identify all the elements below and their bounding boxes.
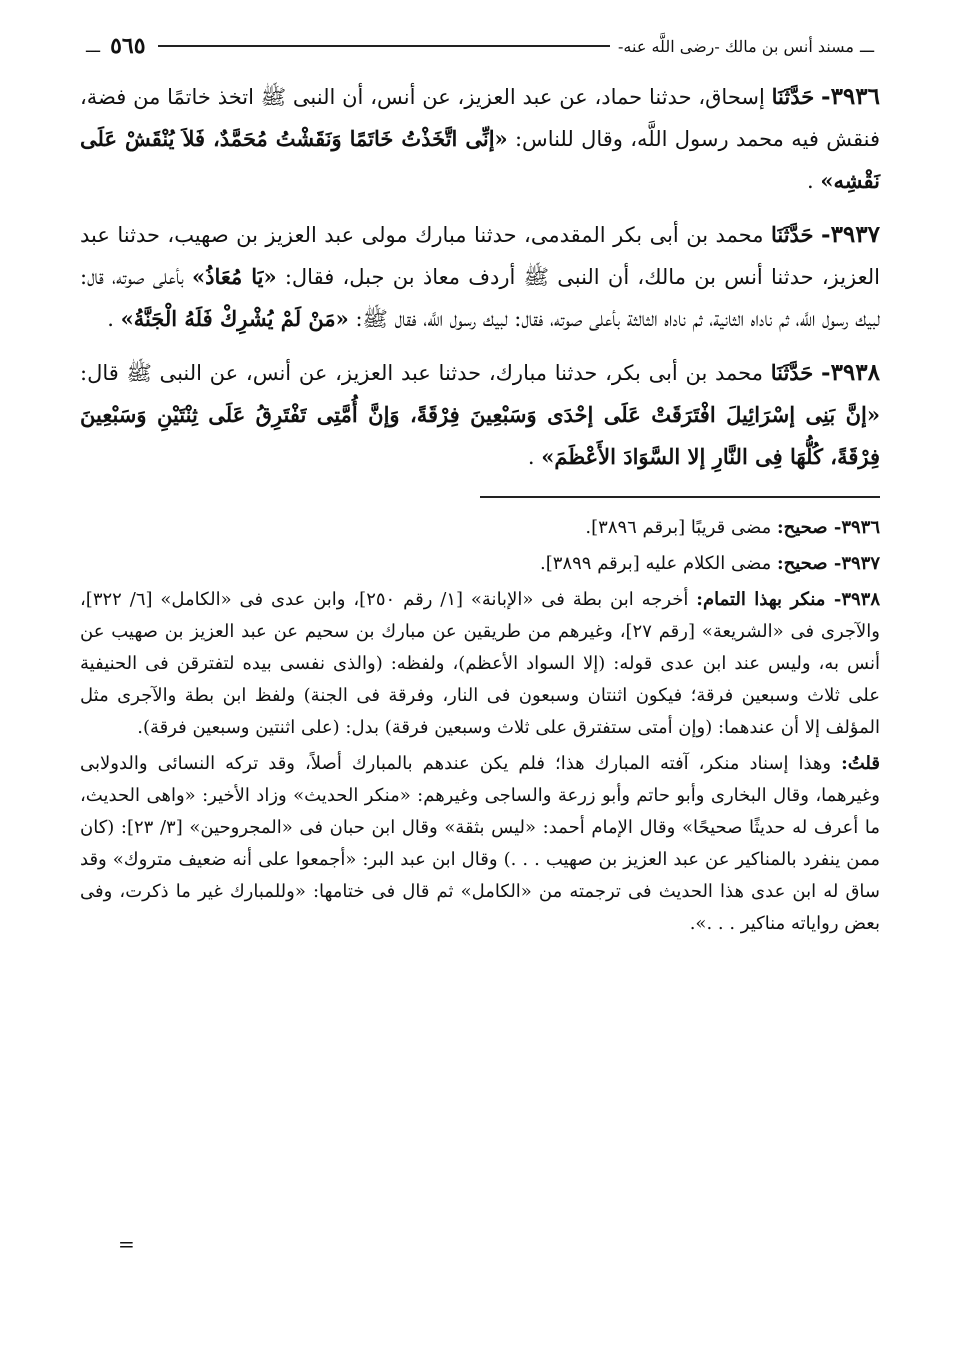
hadith-tail: . <box>807 169 814 193</box>
header-dash-left: ـــ <box>86 36 101 56</box>
hadith-isnad: إسحاق، حدثنا حماد، عن عبد العزيز، عن أنس، أن النبى ﷺ اتخذ خاتمًا من فضة، فنقش فيه محمد رسول اللَّه، وقال للناس: <box>80 85 880 151</box>
hadith-3938 <box>80 352 880 478</box>
hadith-number: ٣٩٣٧- <box>821 221 880 248</box>
footnote-3938 <box>80 584 880 744</box>
hadith-matn: «يَا مُعَاذُ» <box>192 264 277 289</box>
footnote-text: مضى قريبًا [برقم ٣٨٩٦]. <box>585 517 777 538</box>
header-dash-right: ـــ <box>859 36 874 56</box>
hadith-opener: حَدَّثَنَا <box>770 360 814 385</box>
hadith-number: ٣٩٣٨- <box>821 359 880 386</box>
hadith-opener: حَدَّثَنَا <box>771 84 815 109</box>
footnote-text: وهذا إسناد منكر، آفته المبارك هذا؛ فلم يكن عندهم بالمبارك أصلاً، وقد تركه النسائى والدولابى وغيرهما، وقال البخارى وأبو حاتم وأبو زرعة والساجى وغيرهم: «منكر الحديث» وزاد الأخير: «واهى الحديث، ما أعرف له حديثًا صحيحًا» وقال الإمام أحمد: «ليس بثقة» وقال ابن حبان فى «المجروحين» [٣/ ٢٣]: (كان ممن ينفرد بالمناكير عن عبد العزيز بن صهيب . . .) وقال ابن عبد البر: «أجمعوا على أنه ضعيف متروك» وقد ساق له ابن عدى هذا الحديث فى ترجمته من «الكامل» ثم قال فى ختامها: «وللمبارك غير ما ذكرت، وفى بعض رواياته مناكير . . .». <box>80 753 880 934</box>
continuation-mark: = <box>118 1232 135 1256</box>
footnote-3936 <box>80 512 880 544</box>
footnote-lead: قلتُ: <box>841 753 880 774</box>
hadith-tail: . <box>107 307 114 331</box>
hadith-opener: حَدَّثَنَا <box>770 222 814 247</box>
footnote-text: مضى الكلام عليه [برقم ٣٨٩٩]. <box>540 553 777 574</box>
running-header <box>80 30 880 62</box>
footnote-lead: ٣٩٣٦- صحيح: <box>776 517 880 538</box>
footnote-lead: ٣٩٣٨- منكر بهذا التمام: <box>696 589 880 610</box>
footnote-3937 <box>80 548 880 580</box>
hadith-tail: . <box>527 445 535 469</box>
hadith-3937 <box>80 214 880 340</box>
hadith-number: ٣٩٣٦- <box>821 83 880 110</box>
footnotes-separator <box>480 496 880 498</box>
hadith-isnad-continued: بأعلى صوته، قال: لبيك رسول اللَّه، ثم ناداه الثانية، ثم ناداه الثالثة بأعلى صوته، فقال: لبيك رسول اللَّه، فقال ﷺ: <box>80 265 880 331</box>
hadith-matn-second: «مَنْ لَمْ يُشْرِكْ فَلَهُ الْجَنَّةُ» <box>120 306 349 331</box>
header-rule <box>158 45 610 47</box>
hadith-isnad: محمد بن أبى بكر المقدمى، حدثنا مبارك مولى عبد العزيز بن صهيب، حدثنا عبد العزيز، حدثنا أنس بن مالك، أن النبى ﷺ أردف معاذ بن جبل، فقال: <box>80 223 881 289</box>
hadith-isnad: محمد بن أبى بكر، حدثنا مبارك، حدثنا عبد العزيز، عن أنس، عن النبى ﷺ قال: <box>80 361 771 385</box>
footnote-lead: ٣٩٣٧- صحيح: <box>776 553 880 574</box>
footnote-commentary <box>80 748 880 940</box>
footnote-text: أخرجه ابن بطة فى «الإبانة» [١/ رقم ٢٥٠]، وابن عدى فى «الكامل» [٦/ ٣٢٢]، والآجرى فى «الشريعة» [رقم ٢٧]، وغيرهم من طريقين عن مبارك بن سحيم عن عبد العزيز بن صهيب عن أنس به، وليس عند ابن عدى قوله: (إلا السواد الأعظم)، ولفظه: (والذى نفسى بيده لتفترقن فى الحنيفية على ثلاث وسبعين فرقة؛ فيكون اثنتان وسبعون فى النار، وفرقة فى الجنة) ولفظ ابن بطة والآجرى مثل المؤلف إلا أن عندهما: (وإن أمتى ستفترق على ثلاث وسبعين فرقة) بدل: (على اثنتين وسبعين فرقة). <box>80 589 880 738</box>
hadith-matn: «إنِّى اتَّخَذْتُ خَاتَمًا وَنَقَشْتُ مُحَمَّدٌ، فَلاَ يُنْقَشْ عَلَى نَقْشِه» <box>80 126 880 193</box>
page-number: ٥٦٥ <box>110 33 146 59</box>
hadith-3936 <box>80 76 880 202</box>
header-title: مسند أنس بن مالك -رضى اللَّه عنه- <box>618 36 854 56</box>
hadith-matn: «إنَّ بَنِى إسْرَائِيلَ افْتَرَقَتْ عَلَى إحْدَى وَسَبْعِينَ فِرْقَةً، وَإنَّ أُمَّتِى تَفْتَرِقُ عَلَى ثِنْتَيْنِ وَسَبْعِينَ فِرْقَةً، كُلُّهَا فِى النَّارِ إلا السَّوَادَ الأَعْظَمَ» <box>80 402 880 469</box>
